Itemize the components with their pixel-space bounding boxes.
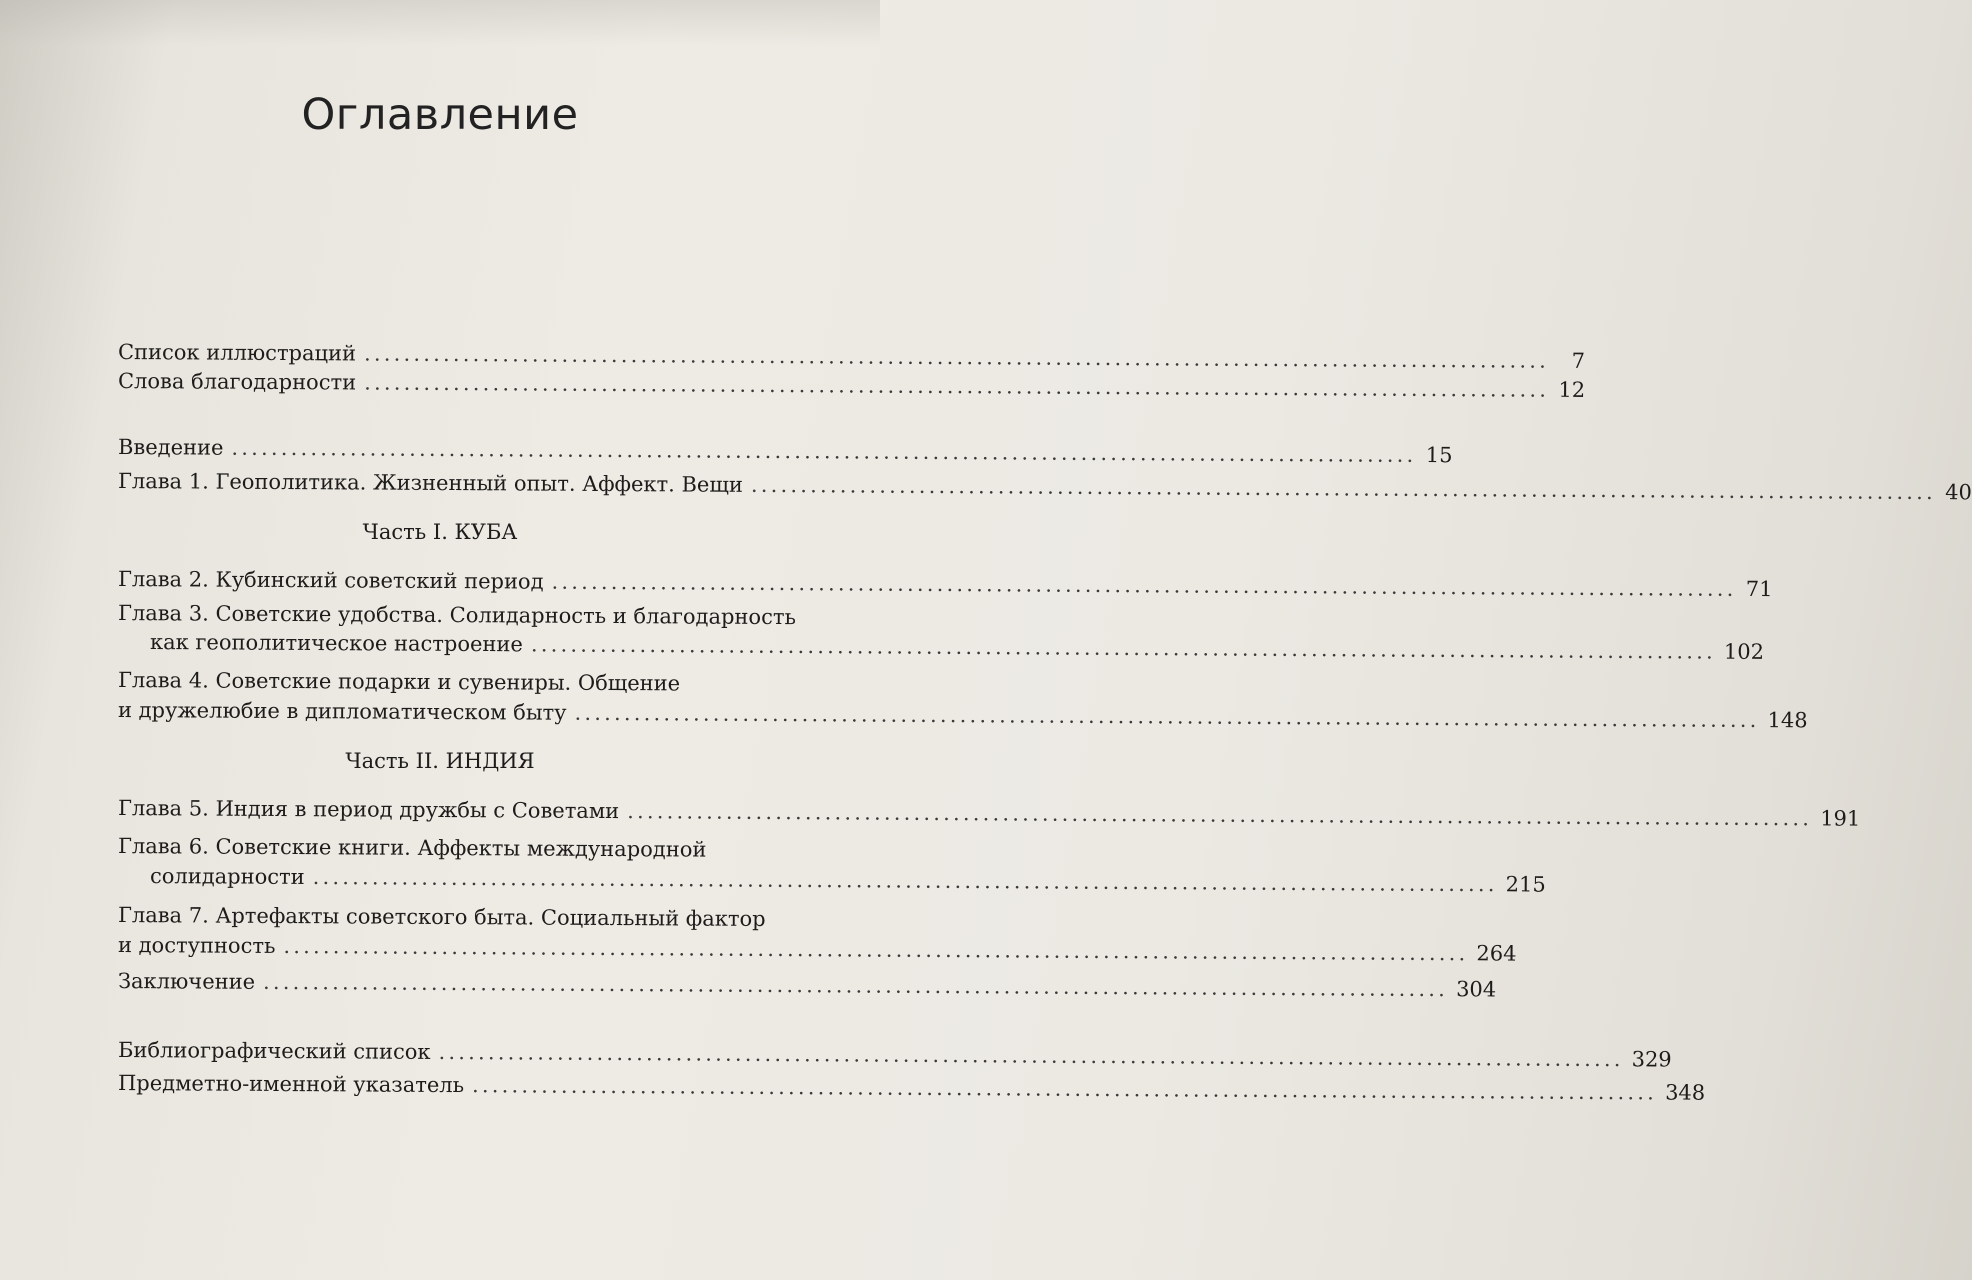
toc-entry-text: солидарности bbox=[149, 864, 305, 889]
toc-page-number: 348 bbox=[1665, 1080, 1706, 1105]
toc-entry-text: Введение bbox=[117, 435, 224, 460]
dot-leader: ........................................................................................................................ bbox=[231, 435, 1417, 467]
toc-entry-text: Библиографический список bbox=[117, 1038, 431, 1064]
toc-entry-text: Слова благодарности bbox=[117, 369, 357, 395]
toc-entry-chapter-7-line1 bbox=[118, 900, 790, 934]
toc-entry-text: Глава 6. Советские книги. Аффекты международной bbox=[117, 834, 707, 862]
dot-leader: ........................................................................................................................ bbox=[750, 472, 1936, 505]
dot-leader: ........................................................................................................................ bbox=[364, 341, 1550, 373]
toc-entry-text: Глава 7. Артефакты советского быта. Социальный фактор bbox=[117, 903, 766, 931]
toc-entry-text: как геополитическое настроение bbox=[149, 630, 523, 657]
toc-entry-chapter-7-line2 bbox=[117, 930, 1517, 966]
toc-page-number: 329 bbox=[1631, 1047, 1672, 1072]
toc-entry-text: Глава 2. Кубинский советский период bbox=[117, 567, 544, 594]
toc-entry-chapter-3-line2 bbox=[149, 627, 1765, 664]
toc-entry-chapter-4-line2 bbox=[117, 695, 1808, 733]
dot-leader: ........................................................................................................................ bbox=[574, 700, 1760, 733]
toc-entry-text: и дружелюбие в дипломатическом быту bbox=[117, 698, 567, 725]
toc-page-number: 7 bbox=[1571, 348, 1586, 373]
toc-page-number: 148 bbox=[1767, 708, 1808, 733]
toc-entry-chapter-4-line1 bbox=[118, 665, 790, 699]
toc-entry-text: Заключение bbox=[117, 969, 256, 994]
dot-leader: ........................................................................................................................ bbox=[283, 934, 1469, 966]
toc-entry-chapter-6-line1 bbox=[118, 831, 790, 865]
page-top-shadow bbox=[0, 0, 880, 46]
dot-leader: ........................................................................................................................ bbox=[263, 969, 1449, 1002]
toc-page-number: 12 bbox=[1558, 377, 1586, 402]
toc-page-number: 215 bbox=[1505, 872, 1546, 897]
toc-entry-conclusion bbox=[117, 966, 1497, 1002]
toc-entry-text: и доступность bbox=[117, 933, 276, 958]
toc-entry-text: Предметно-именной указатель bbox=[117, 1071, 465, 1098]
toc-entry-acknowledgements bbox=[117, 366, 1586, 402]
toc-entry-bibliography bbox=[117, 1035, 1672, 1072]
toc-page-number: 102 bbox=[1723, 639, 1765, 664]
toc-entry-introduction bbox=[117, 432, 1453, 468]
toc-page-number: 71 bbox=[1745, 576, 1773, 602]
page-title: Оглавление bbox=[301, 90, 579, 140]
toc-entry-text: Глава 4. Советские подарки и сувениры. Общение bbox=[117, 668, 681, 696]
toc-entry-chapter-6-line2 bbox=[149, 861, 1546, 897]
toc-page-number: 264 bbox=[1476, 941, 1517, 966]
toc-entry-chapter-2 bbox=[117, 564, 1773, 602]
part-heading-india: Часть II. ИНДИЯ bbox=[345, 749, 535, 773]
toc-page-number: 40 bbox=[1945, 480, 1972, 505]
toc-entry-chapter-1 bbox=[117, 466, 1972, 505]
toc-entry-text: Глава 3. Советские удобства. Солидарность и благодарность bbox=[117, 601, 796, 630]
dot-leader: ........................................................................................................................ bbox=[364, 370, 1550, 402]
toc-entry-text: Список иллюстраций bbox=[117, 340, 357, 366]
dot-leader: ........................................................................................................................ bbox=[438, 1039, 1624, 1072]
toc-entry-text: Глава 5. Индия в период дружбы с Советами bbox=[117, 796, 620, 824]
dot-leader: ........................................................................................................................ bbox=[312, 864, 1498, 897]
toc-entry-index bbox=[117, 1068, 1706, 1105]
toc-page-number: 15 bbox=[1425, 442, 1453, 468]
dot-leader: ........................................................................................................................ bbox=[551, 569, 1737, 601]
dot-leader: ........................................................................................................................ bbox=[472, 1073, 1658, 1105]
part-heading-cuba: Часть I. КУБА bbox=[362, 520, 518, 544]
toc-page-number: 191 bbox=[1820, 806, 1861, 831]
toc-entry-text: Глава 1. Геополитика. Жизненный опыт. Аффект. Вещи bbox=[117, 469, 743, 497]
dot-leader: ........................................................................................................................ bbox=[627, 799, 1813, 831]
toc-entry-chapter-5 bbox=[117, 793, 1861, 831]
toc-page-number: 304 bbox=[1456, 977, 1497, 1002]
dot-leader: ........................................................................................................................ bbox=[530, 632, 1716, 664]
